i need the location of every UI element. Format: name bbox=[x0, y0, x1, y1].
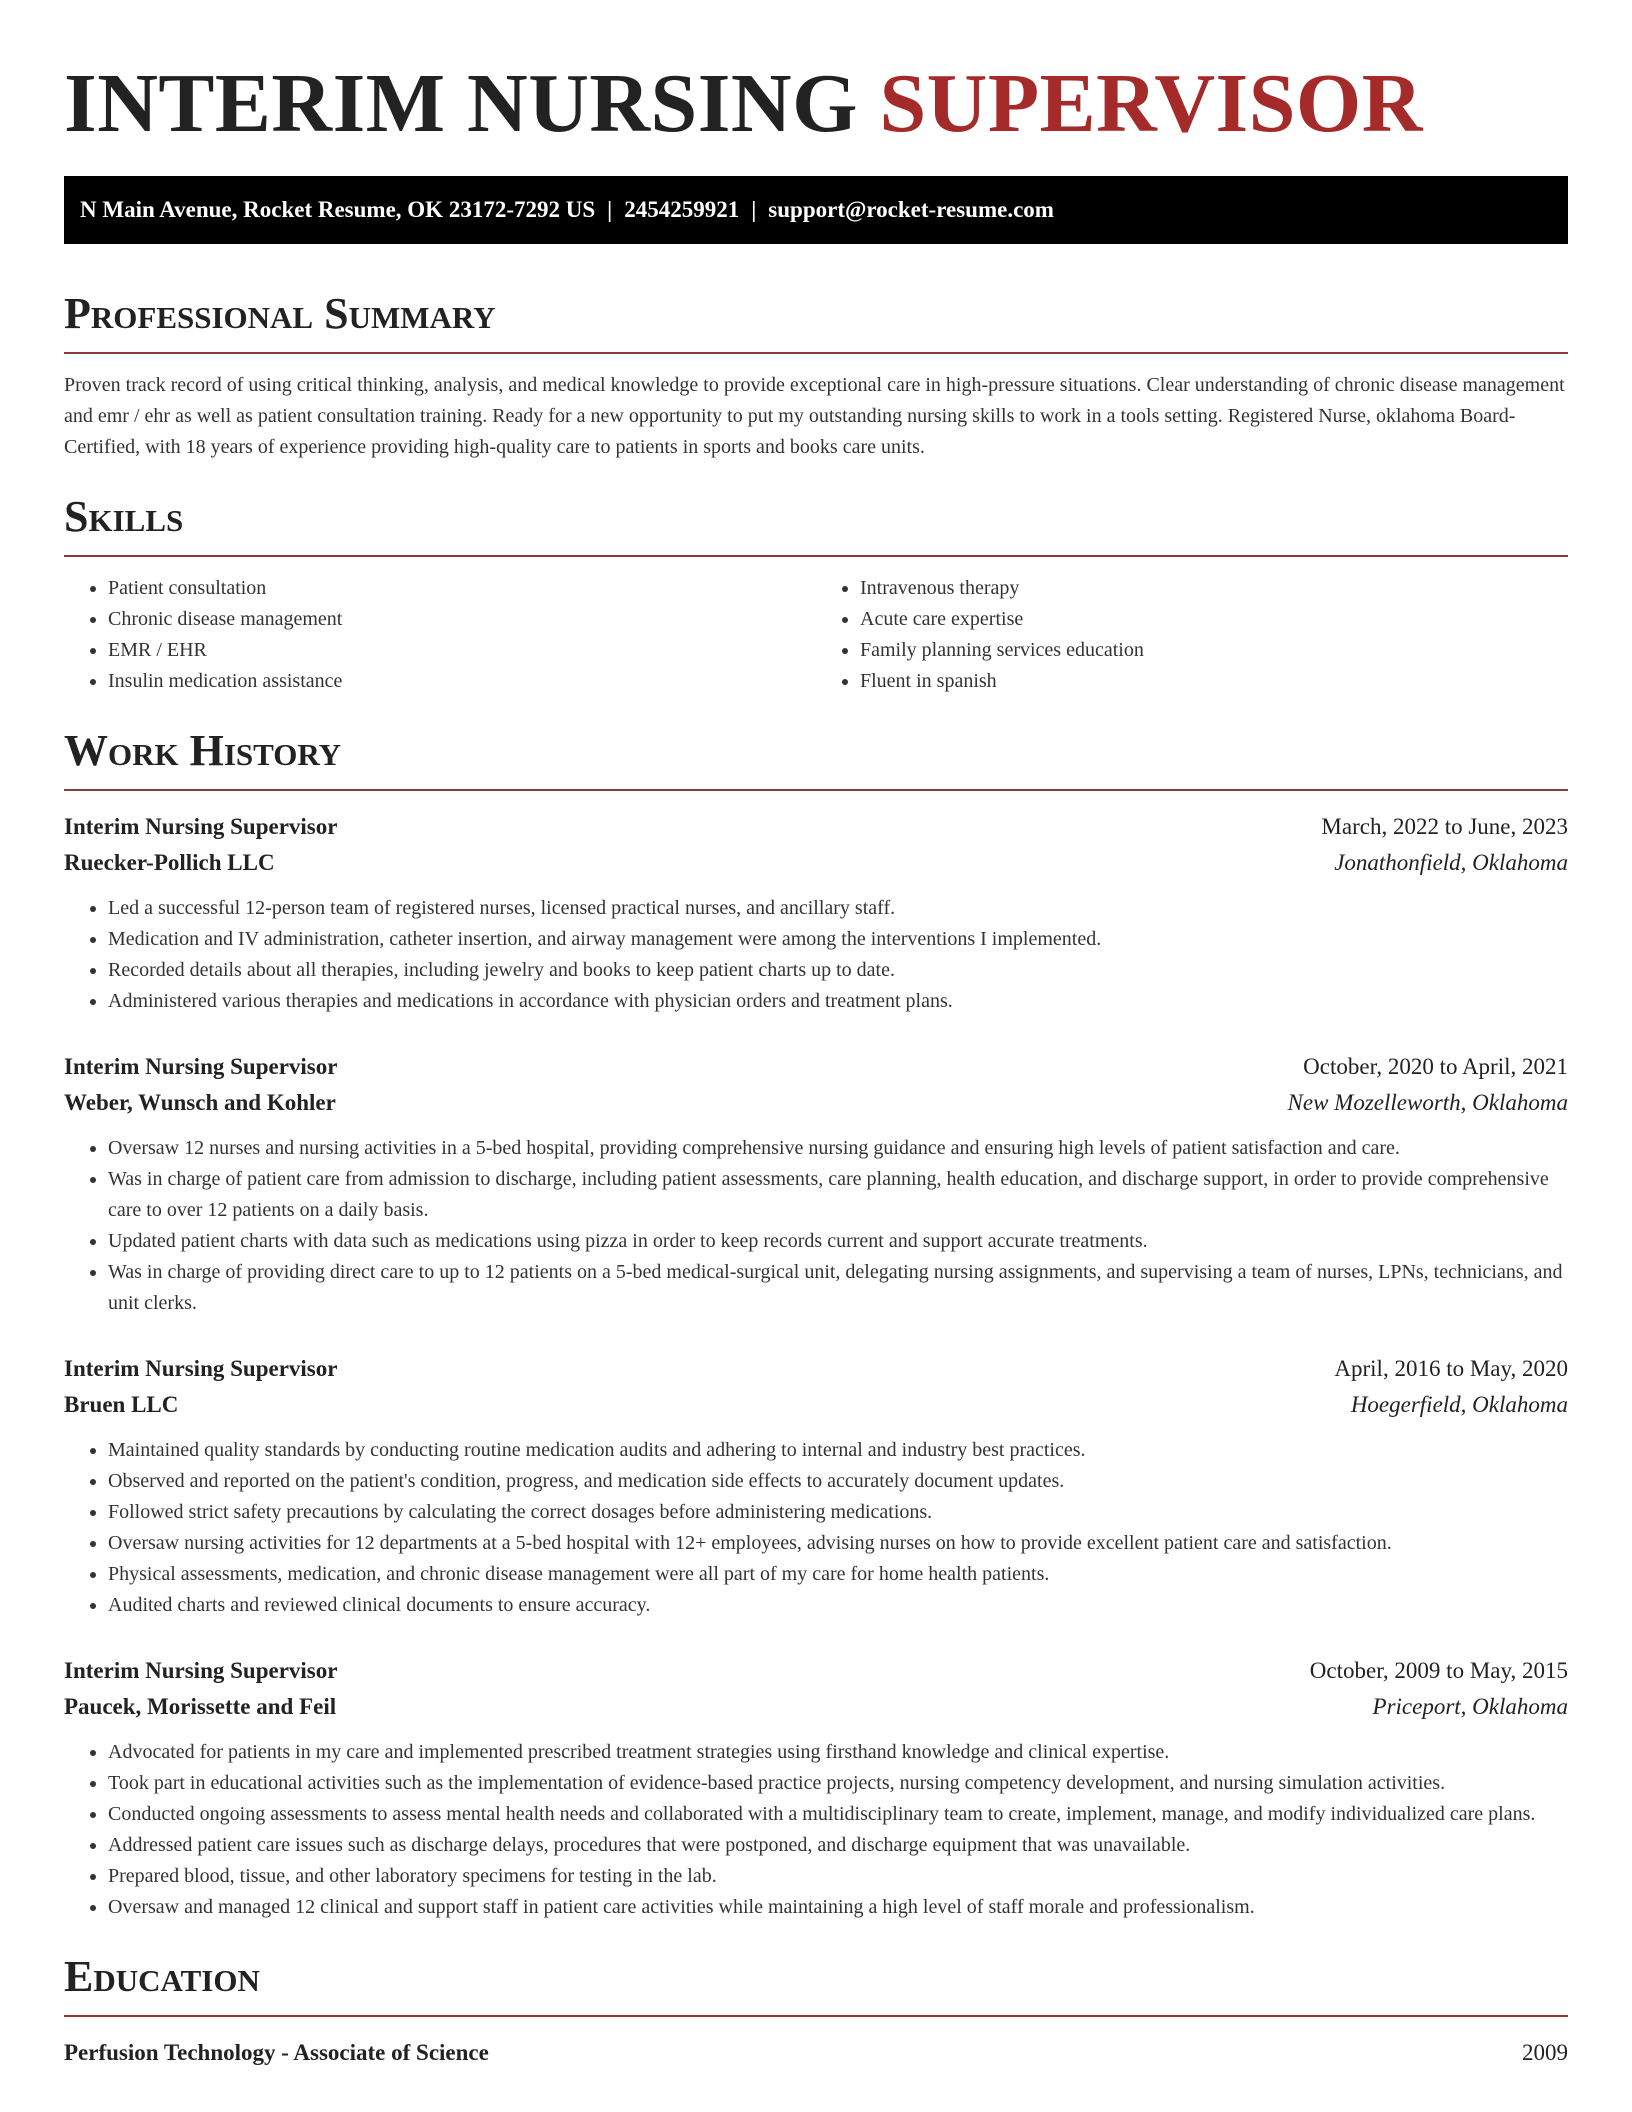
job-bullet: • Oversaw 12 nurses and nursing activities in a 5-bed hospital, providing comprehensive nursing guidance and ensuring high levels of patient satisfaction and care. bbox=[108, 1133, 1568, 1164]
skill-item: • Family planning services education bbox=[860, 635, 1568, 666]
skill-item: • Fluent in spanish bbox=[860, 666, 1568, 697]
job-bullet: • Recorded details about all therapies, including jewelry and books to keep patient charts up to date. bbox=[108, 955, 1568, 986]
job-entry bbox=[64, 1049, 1568, 1319]
education-degree: Perfusion Technology - Associate of Science bbox=[64, 2040, 489, 2065]
job-company: Ruecker-Pollich LLC bbox=[64, 850, 275, 875]
job-location: New Mozelleworth, Oklahoma bbox=[1287, 1090, 1568, 1115]
job-company: Paucek, Morissette and Feil bbox=[64, 1694, 337, 1719]
skills-list-right bbox=[816, 573, 1568, 697]
job-title: Interim Nursing Supervisor bbox=[64, 1356, 338, 1381]
section-divider bbox=[64, 789, 1568, 791]
job-location: Hoegerfield, Oklahoma bbox=[1350, 1392, 1568, 1417]
job-bullet: • Administered various therapies and medications in accordance with physician orders and treatment plans. bbox=[108, 986, 1568, 1017]
resume-title bbox=[64, 0, 1568, 150]
job-bullet: • Advocated for patients in my care and implemented prescribed treatment strategies using firsthand knowledge and clinical expertise. bbox=[108, 1737, 1568, 1768]
job-bullet: • Physical assessments, medication, and chronic disease management were all part of my care for home health patients. bbox=[108, 1559, 1568, 1590]
job-dates: October, 2009 to May, 2015 bbox=[1309, 1658, 1568, 1683]
job-company: Weber, Wunsch and Kohler bbox=[64, 1090, 336, 1115]
job-bullet: • Oversaw nursing activities for 12 departments at a 5-bed hospital with 12+ employees, advising nurses on how to provide excellent patient care and satisfaction. bbox=[108, 1528, 1568, 1559]
job-bullet: • Observed and reported on the patient's condition, progress, and medication side effects to accurately document updates. bbox=[108, 1466, 1568, 1497]
job-bullet: • Audited charts and reviewed clinical documents to ensure accuracy. bbox=[108, 1590, 1568, 1621]
job-bullet: • Addressed patient care issues such as discharge delays, procedures that were postponed, and discharge equipment that was unavailable. bbox=[108, 1830, 1568, 1861]
contact-separator: | bbox=[607, 197, 613, 222]
skill-item: • Patient consultation bbox=[108, 573, 816, 604]
education-year: 2009 bbox=[1522, 2040, 1568, 2065]
job-bullet: • Followed strict safety precautions by calculating the correct dosages before administering medications. bbox=[108, 1497, 1568, 1528]
work-history-section bbox=[64, 725, 1568, 1923]
title-main: INTERIM NURSING bbox=[64, 57, 858, 150]
job-bullets bbox=[64, 1133, 1568, 1319]
job-bullets bbox=[64, 893, 1568, 1017]
job-bullets bbox=[64, 1737, 1568, 1923]
job-dates: March, 2022 to June, 2023 bbox=[1321, 814, 1568, 839]
job-entry bbox=[64, 1351, 1568, 1621]
job-bullet: • Was in charge of providing direct care to up to 12 patients on a 5-bed medical-surgical unit, delegating nursing assignments, and supervising a team of nurses, LPNs, technicians, and unit clerks. bbox=[108, 1257, 1568, 1319]
job-company: Bruen LLC bbox=[64, 1392, 179, 1417]
job-title: Interim Nursing Supervisor bbox=[64, 814, 338, 839]
job-bullet: • Conducted ongoing assessments to assess mental health needs and collaborated with a multidisciplinary team to create, implement, manage, and modify individualized care plans. bbox=[108, 1799, 1568, 1830]
summary-text: Proven track record of using critical thinking, analysis, and medical knowledge to provide exceptional care in high-pressure situations. Clear understanding of chronic disease management and emr / ehr as well as patient consultation training. Ready for a new opportunity to put my outstanding nursing skills to work in a tools setting. Registered Nurse, oklahoma Board-Certified, with 18 years of experience providing high-quality care to patients in sports and books care units. bbox=[64, 374, 1565, 458]
skills-section bbox=[64, 491, 1568, 697]
work-history-heading: Work History bbox=[64, 726, 342, 775]
job-bullet: • Oversaw and managed 12 clinical and support staff in patient care activities while maintaining a high level of staff morale and professionalism. bbox=[108, 1892, 1568, 1923]
skill-item: • Insulin medication assistance bbox=[108, 666, 816, 697]
skills-heading: Skills bbox=[64, 492, 184, 541]
contact-phone: 2454259921 bbox=[624, 197, 740, 222]
education-heading: Education bbox=[64, 1952, 260, 2001]
skills-list-left bbox=[64, 573, 816, 697]
job-title: Interim Nursing Supervisor bbox=[64, 1658, 338, 1683]
skill-item: • Acute care expertise bbox=[860, 604, 1568, 635]
skill-item: • Chronic disease management bbox=[108, 604, 816, 635]
contact-address: N Main Avenue, Rocket Resume, OK 23172-7292 US bbox=[80, 197, 596, 222]
section-divider bbox=[64, 352, 1568, 354]
job-location: Jonathonfield, Oklahoma bbox=[1334, 850, 1568, 875]
contact-bar bbox=[64, 176, 1568, 244]
education-entry bbox=[64, 2035, 1568, 2071]
job-dates: April, 2016 to May, 2020 bbox=[1334, 1356, 1568, 1381]
job-bullet: • Took part in educational activities such as the implementation of evidence-based practice projects, nursing competency development, and nursing simulation activities. bbox=[108, 1768, 1568, 1799]
section-divider bbox=[64, 2015, 1568, 2017]
job-bullets bbox=[64, 1435, 1568, 1621]
job-bullet: • Maintained quality standards by conducting routine medication audits and adhering to internal and industry best practices. bbox=[108, 1435, 1568, 1466]
job-entry bbox=[64, 1653, 1568, 1923]
skills-columns bbox=[64, 573, 1568, 697]
summary-heading: Professional Summary bbox=[64, 289, 496, 338]
job-entry bbox=[64, 809, 1568, 1017]
skill-item: • Intravenous therapy bbox=[860, 573, 1568, 604]
section-divider bbox=[64, 555, 1568, 557]
job-bullet: • Updated patient charts with data such as medications using pizza in order to keep records current and support accurate treatments. bbox=[108, 1226, 1568, 1257]
job-bullet: • Led a successful 12-person team of registered nurses, licensed practical nurses, and ancillary staff. bbox=[108, 893, 1568, 924]
job-bullet: • Medication and IV administration, catheter insertion, and airway management were among the interventions I implemented. bbox=[108, 924, 1568, 955]
job-bullet: • Was in charge of patient care from admission to discharge, including patient assessments, care planning, health education, and discharge support, in order to provide comprehensive care to over 12 patients on a daily basis. bbox=[108, 1164, 1568, 1226]
contact-email: support@rocket-resume.com bbox=[768, 197, 1054, 222]
summary-section bbox=[64, 288, 1568, 463]
title-accent: SUPERVISOR bbox=[879, 57, 1423, 150]
skill-item: • EMR / EHR bbox=[108, 635, 816, 666]
job-dates: October, 2020 to April, 2021 bbox=[1303, 1054, 1568, 1079]
job-location: Priceport, Oklahoma bbox=[1372, 1694, 1568, 1719]
contact-separator: | bbox=[751, 197, 757, 222]
job-bullet: • Prepared blood, tissue, and other laboratory specimens for testing in the lab. bbox=[108, 1861, 1568, 1892]
education-section bbox=[64, 1951, 1568, 2071]
job-title: Interim Nursing Supervisor bbox=[64, 1054, 338, 1079]
